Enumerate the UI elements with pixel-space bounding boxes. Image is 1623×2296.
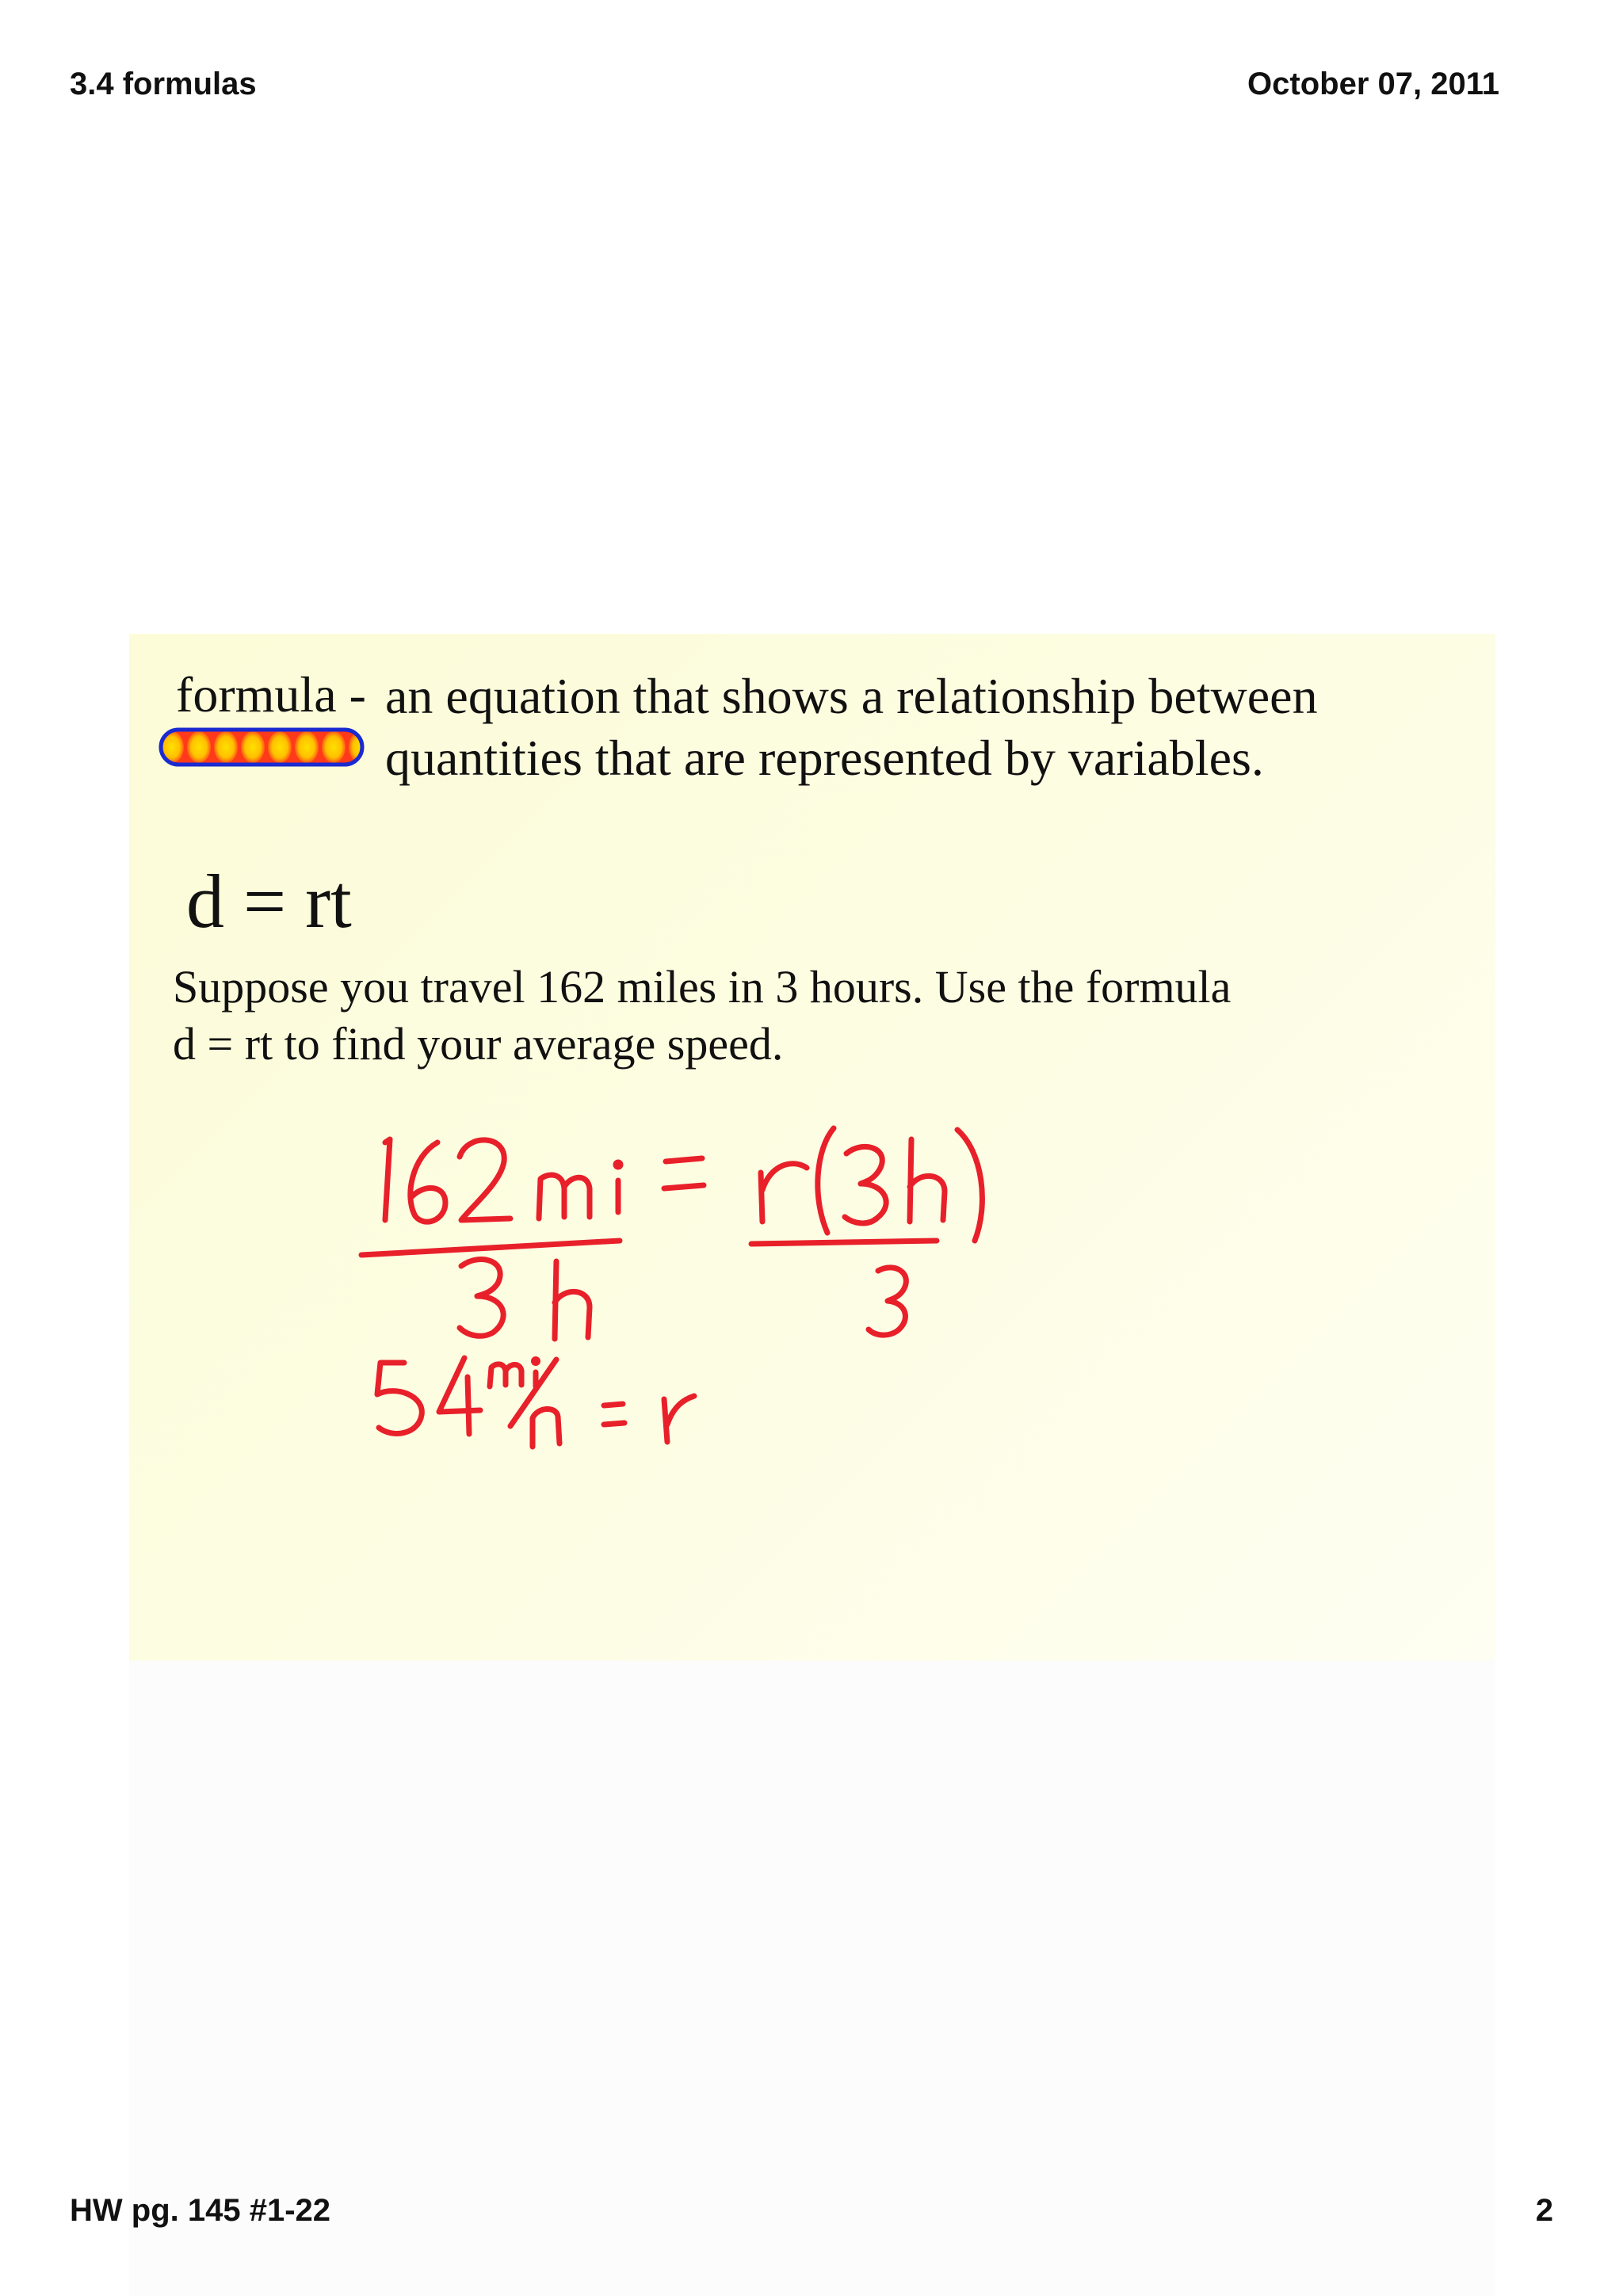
ink-equals-2-bottom	[604, 1423, 624, 1425]
ink-small-m	[490, 1364, 521, 1386]
page-header-title: 3.4 formulas	[70, 67, 257, 101]
ink-letter-i-dot	[616, 1162, 621, 1167]
ink-small-i-dot	[534, 1360, 538, 1363]
slide-lower-panel	[129, 1661, 1495, 2296]
highlight-capsule-icon	[158, 726, 365, 769]
ink-equals-top	[666, 1158, 702, 1161]
definition-line-1: an equation that shows a relationship between	[385, 668, 1318, 724]
word-problem	[173, 959, 1231, 1073]
definition-term: formula -	[176, 666, 366, 723]
ink-digit-2	[460, 1140, 510, 1220]
ink-digit-1	[385, 1139, 390, 1220]
definition-text	[385, 666, 1318, 789]
ink-letter-m	[539, 1175, 590, 1219]
ink-equals-bottom	[664, 1185, 704, 1188]
word-problem-line-1: Suppose you travel 162 miles in 3 hours. Use the formula	[173, 961, 1232, 1013]
ink-equals-2-top	[604, 1404, 623, 1405]
ink-letter-r	[761, 1164, 807, 1222]
formula-d-equals-rt: d = rt	[186, 859, 352, 944]
ink-denominator-3	[460, 1259, 503, 1336]
ink-fraction-bar-right	[751, 1241, 937, 1244]
ink-open-paren	[818, 1128, 834, 1233]
ink-digit-3-paren	[845, 1146, 886, 1223]
ink-digit-6	[411, 1142, 445, 1222]
ink-digit-4	[439, 1358, 480, 1434]
ink-denominator-3-right	[869, 1268, 906, 1335]
ink-denominator-h	[555, 1261, 590, 1339]
definition-line-2: quantities that are represented by variables.	[385, 730, 1264, 786]
handwritten-solution	[349, 1085, 1078, 1450]
ink-fraction-bar-left	[361, 1241, 620, 1255]
page-header-date: October 07, 2011	[1247, 67, 1499, 101]
ink-letter-h-paren	[910, 1139, 945, 1222]
ink-result-r	[664, 1396, 694, 1442]
ink-digit-5	[377, 1363, 422, 1433]
ink-close-paren	[957, 1130, 982, 1241]
footer-homework: HW pg. 145 #1-22	[70, 2193, 331, 2228]
footer-page-number: 2	[1535, 2193, 1553, 2228]
word-problem-line-2: d = rt to find your average speed.	[173, 1018, 784, 1070]
ink-small-h	[533, 1409, 559, 1447]
